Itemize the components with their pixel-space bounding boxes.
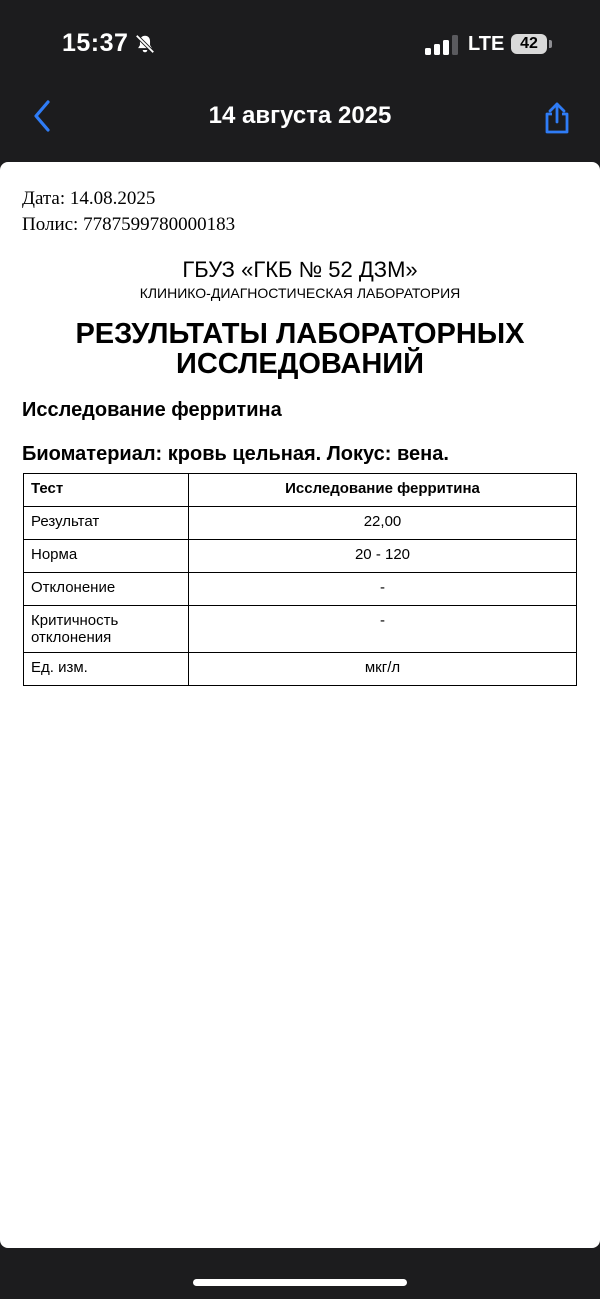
table-cell-label: Результат: [24, 507, 189, 540]
table-header-cell: Исследование ферритина: [189, 474, 577, 507]
status-bar: [0, 0, 600, 90]
signal-strength-icon: [425, 35, 459, 55]
organization-department: КЛИНИКО-ДИАГНОСТИЧЕСКАЯ ЛАБОРАТОРИЯ: [139, 285, 461, 301]
table-header-cell: Тест: [24, 474, 189, 507]
biomaterial-line: Биоматериал: кровь цельная. Локус: вена.: [22, 443, 449, 465]
table-cell-value: 22,00: [189, 507, 577, 540]
document-title-line2: ИССЛЕДОВАНИЙ: [176, 348, 424, 380]
results-table: [23, 473, 577, 686]
status-time: 15:37: [62, 29, 129, 57]
table-cell-label: Отклонение: [24, 573, 189, 606]
document-page[interactable]: [0, 162, 600, 1248]
table-cell-label: Ед. изм.: [24, 653, 189, 686]
organization-name: ГБУЗ «ГКБ № 52 ДЗМ»: [182, 257, 418, 282]
document-title: [0, 319, 600, 379]
document-date: Дата: 14.08.2025: [22, 188, 156, 209]
table-row: [24, 606, 577, 653]
share-icon[interactable]: [540, 96, 574, 136]
table-row: [24, 540, 577, 573]
battery-tip: [549, 40, 552, 48]
nav-bar: [0, 90, 600, 160]
nav-title: 14 августа 2025: [208, 102, 392, 129]
document-title-line1: РЕЗУЛЬТАТЫ ЛАБОРАТОРНЫХ: [75, 318, 525, 350]
table-cell-value: 20 - 120: [189, 540, 577, 573]
home-indicator[interactable]: [193, 1279, 407, 1286]
network-type: LTE: [468, 33, 505, 55]
table-row: [24, 573, 577, 606]
document-policy: Полис: 7787599780000183: [22, 214, 236, 235]
table-cell-value: мкг/л: [189, 653, 577, 686]
bell-off-icon: [134, 33, 156, 55]
battery-indicator: 42: [511, 34, 547, 54]
table-cell-value: -: [189, 606, 577, 653]
table-row: [24, 507, 577, 540]
table-row: [24, 653, 577, 686]
table-cell-value: -: [189, 573, 577, 606]
table-header-row: [24, 474, 577, 507]
document-meta: [22, 186, 235, 238]
table-cell-label: Критичность отклонения: [24, 606, 189, 653]
table-cell-label: Норма: [24, 540, 189, 573]
study-name: Исследование ферритина: [22, 399, 282, 421]
